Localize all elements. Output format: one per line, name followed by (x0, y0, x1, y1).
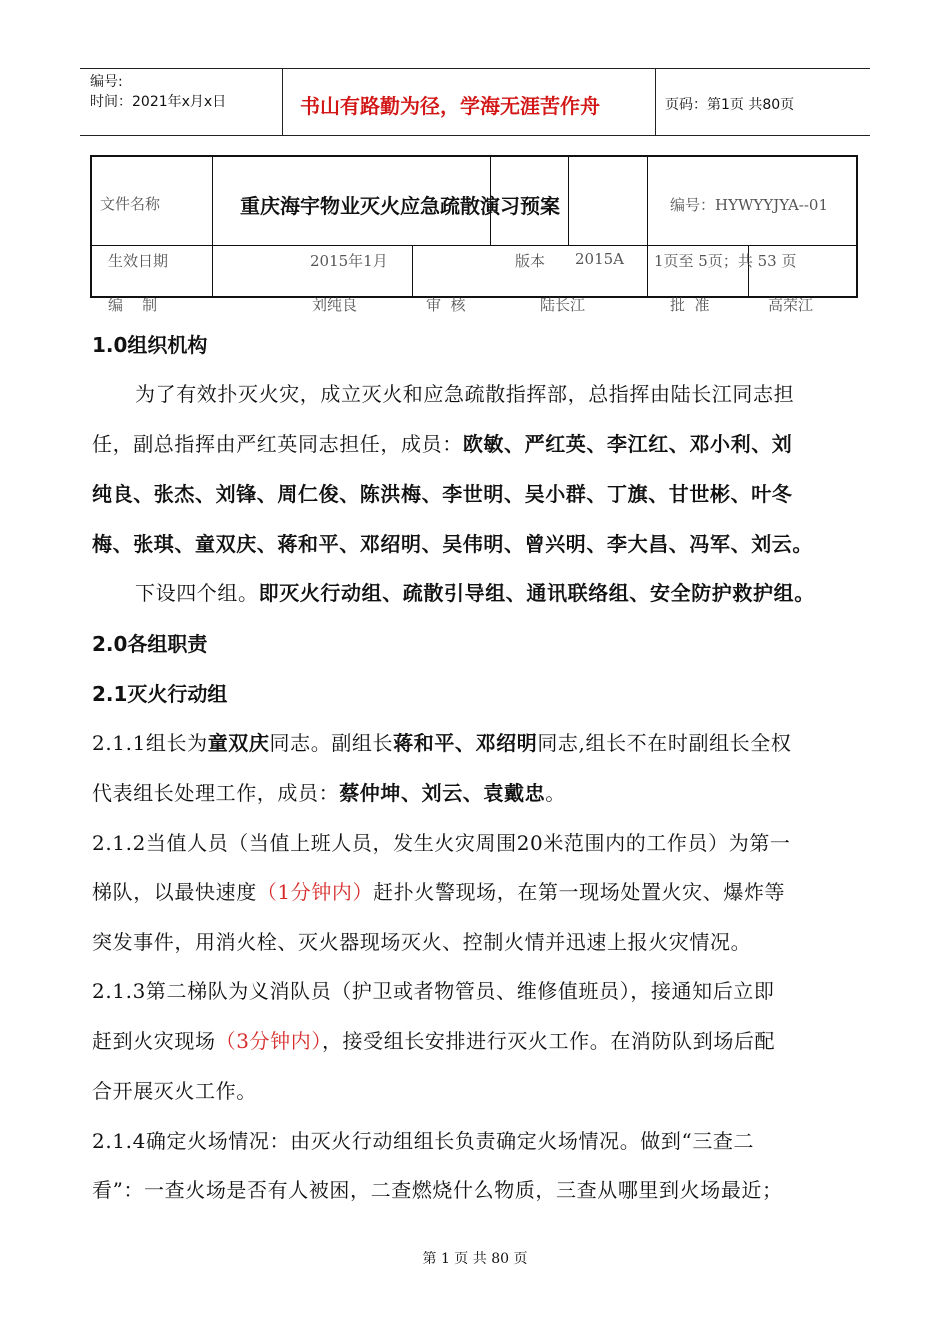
table-row-line (90, 245, 858, 246)
text-run: 赶扑火警现场，在第一现场处置火灾、爆炸等 (373, 880, 786, 904)
deputy-names: 蒋和平、邓绍明 (393, 731, 538, 755)
file-name-label: 文件名称 (100, 195, 161, 213)
section-heading: 1.0组织机构 (92, 333, 208, 357)
text-run: 下设四个组。 (135, 581, 259, 605)
document-title: 重庆海宇物业灭火应急疏散演习预案 (240, 194, 560, 218)
paragraph-line: 突发事件，用消火栓、灭火器现场灭火、控制火情并迅速上报火灾情况。 (92, 930, 752, 954)
leader-name: 童双庆 (207, 731, 270, 755)
header-divider (282, 68, 283, 135)
header-motto: 书山有路勤为径，学海无涯苦作舟 (300, 94, 600, 118)
text-run: 2.1.1组长为 (92, 731, 208, 755)
text-run: 任，副总指挥由严红英同志担任，成员： (92, 432, 463, 456)
header-divider (655, 68, 656, 135)
table-col-line (568, 155, 569, 245)
text-run: 。 (545, 781, 566, 805)
table-col-line (412, 245, 413, 298)
table-border (90, 155, 858, 298)
paragraph-line: 2.1.3第二梯队为义消队员（护卫或者物管员、维修值班员），接通知后立即 (92, 979, 775, 1003)
paragraph-line: 2.1.2当值人员（当值上班人员，发生火灾周围20米范围内的工作员）为第一 (92, 831, 791, 855)
text-run: 梯队，以最快速度 (92, 880, 257, 904)
compiler-name: 刘纯良 (312, 296, 358, 314)
effective-date-label: 生效日期 (108, 252, 169, 270)
time-limit-highlight: （1分钟内） (256, 880, 374, 904)
text-run: 同志,组长不在时副组长全权 (537, 731, 792, 755)
member-names: 蔡仲坤、刘云、袁戴忠 (339, 781, 546, 805)
paragraph-line: 合开展灭火工作。 (92, 1079, 257, 1103)
header-number-label: 编号: (90, 74, 123, 90)
subsection-heading: 2.1灭火行动组 (92, 682, 228, 706)
header-page-info: 页码：第1页 共80页 (665, 97, 795, 113)
member-names: 梅、张琪、童双庆、蒋和平、邓绍明、吴伟明、曾兴明、李大昌、冯军、刘云。 (92, 532, 813, 556)
effective-date-value: 2015年1月 (310, 252, 388, 270)
paragraph-line (92, 428, 792, 457)
text-run: ，接受组长安排进行灭火工作。在消防队到场后配 (321, 1029, 776, 1053)
member-names: 欧敏、严红英、李江红、邓小利、刘 (462, 432, 793, 456)
document-code: 编号：HYWYYJYA--01 (670, 196, 829, 214)
reviewer-label: 审 核 (426, 296, 466, 314)
paragraph-line (92, 1025, 775, 1054)
version-value: 2015A (575, 250, 625, 268)
paragraph-line (92, 727, 792, 756)
paragraph-line (92, 777, 566, 806)
approver-label: 批 准 (670, 296, 710, 314)
paragraph-line (135, 577, 815, 606)
page-range: 1页至 5页；共 53 页 (654, 252, 797, 270)
member-names: 纯良、张杰、刘锋、周仁俊、陈洪梅、李世明、吴小群、丁旗、甘世彬、叶冬 (92, 482, 793, 506)
text-run: 同志。副组长 (269, 731, 394, 755)
paragraph-line: 2.1.4确定火场情况：由灭火行动组组长负责确定火场情况。做到“三查二 (92, 1129, 755, 1153)
table-col-line (647, 155, 648, 298)
version-label: 版本 (515, 252, 546, 270)
header-time: 时间：2021年x月x日 (90, 94, 227, 110)
paragraph-line (92, 876, 785, 905)
section-heading: 2.0各组职责 (92, 632, 208, 656)
header-bottom-rule (80, 135, 870, 136)
text-run: 代表组长处理工作，成员： (92, 781, 340, 805)
header-top-rule (80, 68, 870, 69)
page-footer: 第 1 页 共 80 页 (422, 1251, 528, 1267)
table-col-line (212, 155, 213, 298)
approver-name: 高荣江 (768, 296, 814, 314)
reviewer-name: 陆长江 (540, 296, 586, 314)
compiler-label: 编 制 (108, 296, 158, 314)
time-limit-highlight: （3分钟内） (215, 1029, 322, 1053)
paragraph-line: 为了有效扑灭火灾，成立灭火和应急疏散指挥部，总指挥由陆长江同志担 (135, 382, 795, 406)
paragraph-line: 看”：一查火场是否有人被困，二查燃烧什么物质，三查从哪里到火场最近； (92, 1178, 783, 1202)
group-list: 即灭火行动组、疏散引导组、通讯联络组、安全防护救护组。 (258, 581, 815, 605)
text-run: 赶到火灾现场 (92, 1029, 216, 1053)
